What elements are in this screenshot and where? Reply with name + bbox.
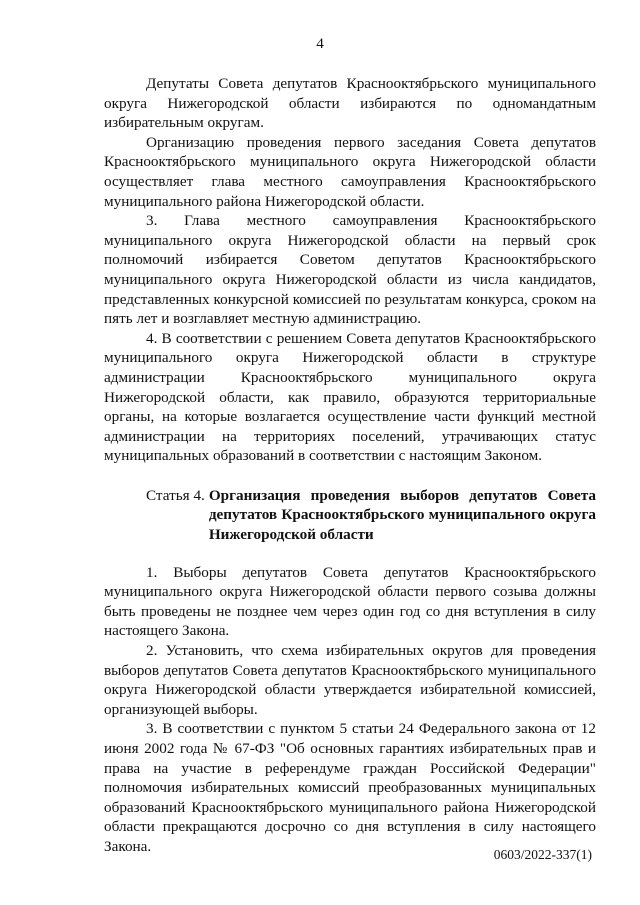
paragraph: 1. Выборы депутатов Совета депутатов Краснооктябрьского муниципального округа Нижегородской области первого созыва должны быть проведены не позднее чем через один год со дня вступления в силу настоящего Закона. xyxy=(104,563,596,640)
paragraph: Депутаты Совета депутатов Краснооктябрьского муниципального округа Нижегородской области избираются по одномандатным избирательным округам. xyxy=(104,75,596,132)
document-code: 0603/2022-337(1) xyxy=(493,847,592,862)
article-title: Организация проведения выборов депутатов Совета депутатов Краснооктябрьского муниципального округа Нижегородской области xyxy=(208,486,596,544)
paragraph: 4. В соответствии с решением Совета депутатов Краснооктябрьского муниципального округа Нижегородской области в структуре администрации Краснооктябрьского муниципального округа Нижегородской области, как правило, образуются территориальные органы, на которые возлагается осуществление части функций местной администрации на территориях поселений, утрачивающих статус муниципальных образований в соответствии с настоящим Законом. xyxy=(104,329,596,465)
paragraph: Организацию проведения первого заседания Совета депутатов Краснооктябрьского муниципального округа Нижегородской области осуществляет глава местного самоуправления Краснооктябрьского муниципального района Нижегородской области. xyxy=(104,133,596,210)
paragraph: 2. Установить, что схема избирательных округов для проведения выборов депутатов Совета депутатов Краснооктябрьского муниципального округа Нижегородской области утверждается избирательной комиссией, организующей выборы. xyxy=(104,642,596,718)
page-number: 4 xyxy=(316,35,324,52)
paragraph: 3. Глава местного самоуправления Краснооктябрьского муниципального округа Нижегородской области на первый срок полномочий избирается Советом депутатов Краснооктябрьского муниципального округа Нижегородской области из числа кандидатов, представленных конкурсной комиссией по результатам конкурса, сроком на пять лет и возглавляет местную администрацию. xyxy=(104,212,596,328)
paragraph: 3. В соответствии с пунктом 5 статьи 24 Федерального закона от 12 июня 2002 года № 67-ФЗ "Об основных гарантиях избирательных прав и права на участие в референдуме граждан Российской Федерации" полномочия избирательных комиссий преобразованных муниципальных образований Краснооктябрьского муниципального района Нижегородской области прекращаются досрочно со дня вступления в силу настоящего Закона. xyxy=(104,720,596,855)
article-label: Статья 4. xyxy=(146,486,205,504)
document-body xyxy=(104,74,596,857)
article-heading xyxy=(104,486,596,545)
